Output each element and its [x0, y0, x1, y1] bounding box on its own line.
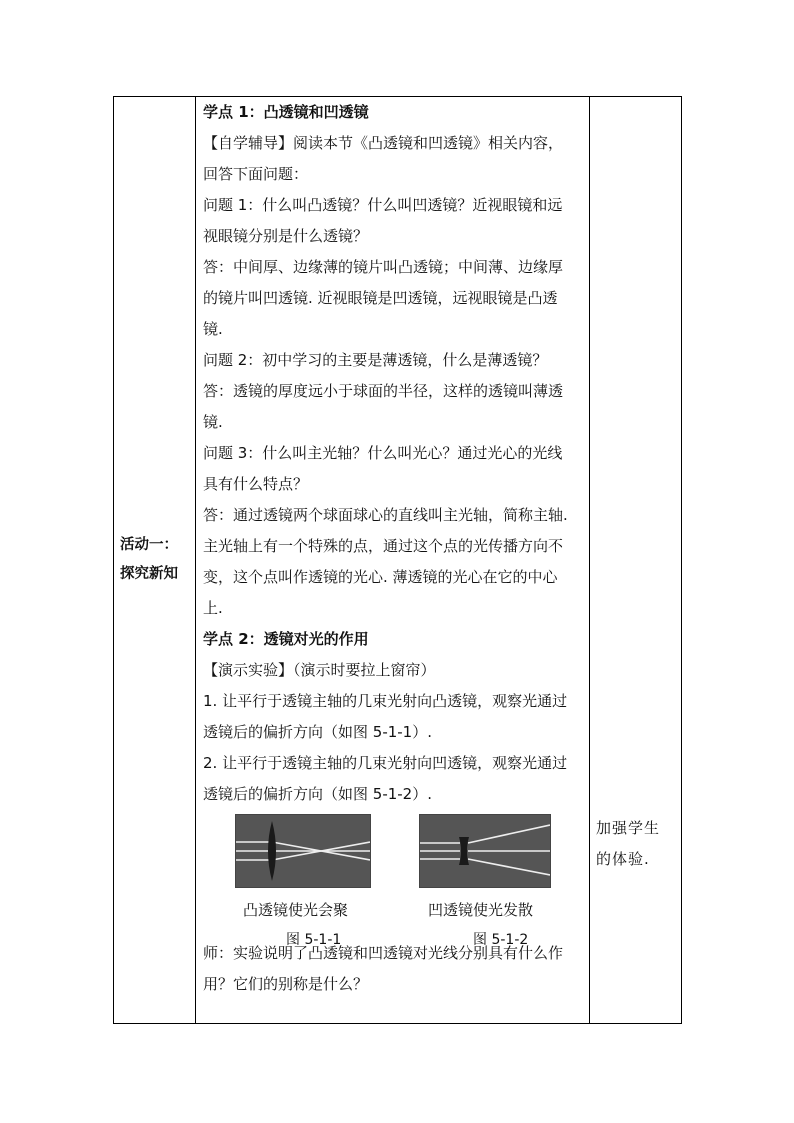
point1-title: 学点 1：凸透镜和凹透镜: [203, 103, 369, 121]
answer1-line3: 镜.: [203, 320, 223, 338]
design-note-line1: 加强学生: [596, 819, 661, 837]
answer2-line1: 答：透镜的厚度远小于球面的半径，这样的透镜叫薄透: [203, 382, 564, 400]
figures-row: [203, 814, 583, 948]
question3-line1: 问题 3：什么叫主光轴？什么叫光心？通过光心的光线: [203, 444, 563, 462]
answer2-line2: 镜.: [203, 413, 223, 431]
question1-line2: 视眼镜分别是什么透镜？: [203, 227, 369, 245]
answer3-line3: 变，这个点叫作透镜的光心. 薄透镜的光心在它的中心: [203, 568, 558, 586]
step1-line2: 透镜后的偏折方向（如图 5-1-1）.: [203, 723, 432, 741]
question2-line1: 问题 2：初中学习的主要是薄透镜，什么是薄透镜？: [203, 351, 548, 369]
convex-lens-illustration: [236, 815, 370, 887]
question1-line1: 问题 1：什么叫凸透镜？什么叫凹透镜？近视眼镜和远: [203, 196, 563, 214]
step2-line2: 透镜后的偏折方向（如图 5-1-2）.: [203, 785, 432, 803]
answer1-line2: 的镜片叫凹透镜. 近视眼镜是凹透镜，远视眼镜是凸透: [203, 289, 558, 307]
concave-lens-photo: [419, 814, 551, 888]
step1-line1: 1. 让平行于透镜主轴的几束光射向凸透镜，观察光通过: [203, 692, 568, 710]
concave-lens-illustration: [420, 815, 550, 887]
activity-label-line2: 探究新知: [120, 566, 178, 582]
activity-label-line1: 活动一：: [120, 537, 178, 553]
answer3-line1: 答：通过透镜两个球面球心的直线叫主光轴，简称主轴.: [203, 506, 568, 524]
activity-label: [114, 531, 195, 589]
design-note: [596, 813, 675, 875]
activity-label-cell: [114, 97, 196, 1024]
answer1-line1: 答：中间厚、边缘薄的镜片叫凸透镜；中间薄、边缘厚: [203, 258, 564, 276]
figure2-number: 图 5-1-2: [473, 932, 529, 948]
convex-lens-photo: [235, 814, 371, 888]
content-cell: [196, 97, 590, 1024]
self-study-line2: 回答下面问题：: [203, 165, 309, 183]
figure2-caption: 凹透镜使光发散: [428, 901, 534, 919]
note-cell: [590, 97, 682, 1024]
question3-line2: 具有什么特点？: [203, 475, 309, 493]
teacher-line2: 用？它们的别称是什么？: [203, 975, 369, 993]
lesson-table: [113, 96, 682, 1024]
point2-title: 学点 2：透镜对光的作用: [203, 630, 369, 648]
demo-title: 【演示实验】（演示时要拉上窗帘）: [203, 661, 436, 679]
self-study-line1: 【自学辅导】阅读本节《凸透镜和凹透镜》相关内容，: [203, 134, 564, 152]
answer3-line4: 上.: [203, 599, 223, 617]
step2-line1: 2. 让平行于透镜主轴的几束光射向凹透镜，观察光通过: [203, 754, 568, 772]
figure1-number: 图 5-1-1: [286, 932, 342, 948]
figure1-caption: 凸透镜使光会聚: [243, 901, 349, 919]
design-note-line2: 的体验.: [596, 850, 650, 868]
teacher-line1: 师：实验说明了凸透镜和凹透镜对光线分别具有什么作: [203, 944, 564, 962]
answer3-line2: 主光轴上有一个特殊的点，通过这个点的光传播方向不: [203, 537, 564, 555]
